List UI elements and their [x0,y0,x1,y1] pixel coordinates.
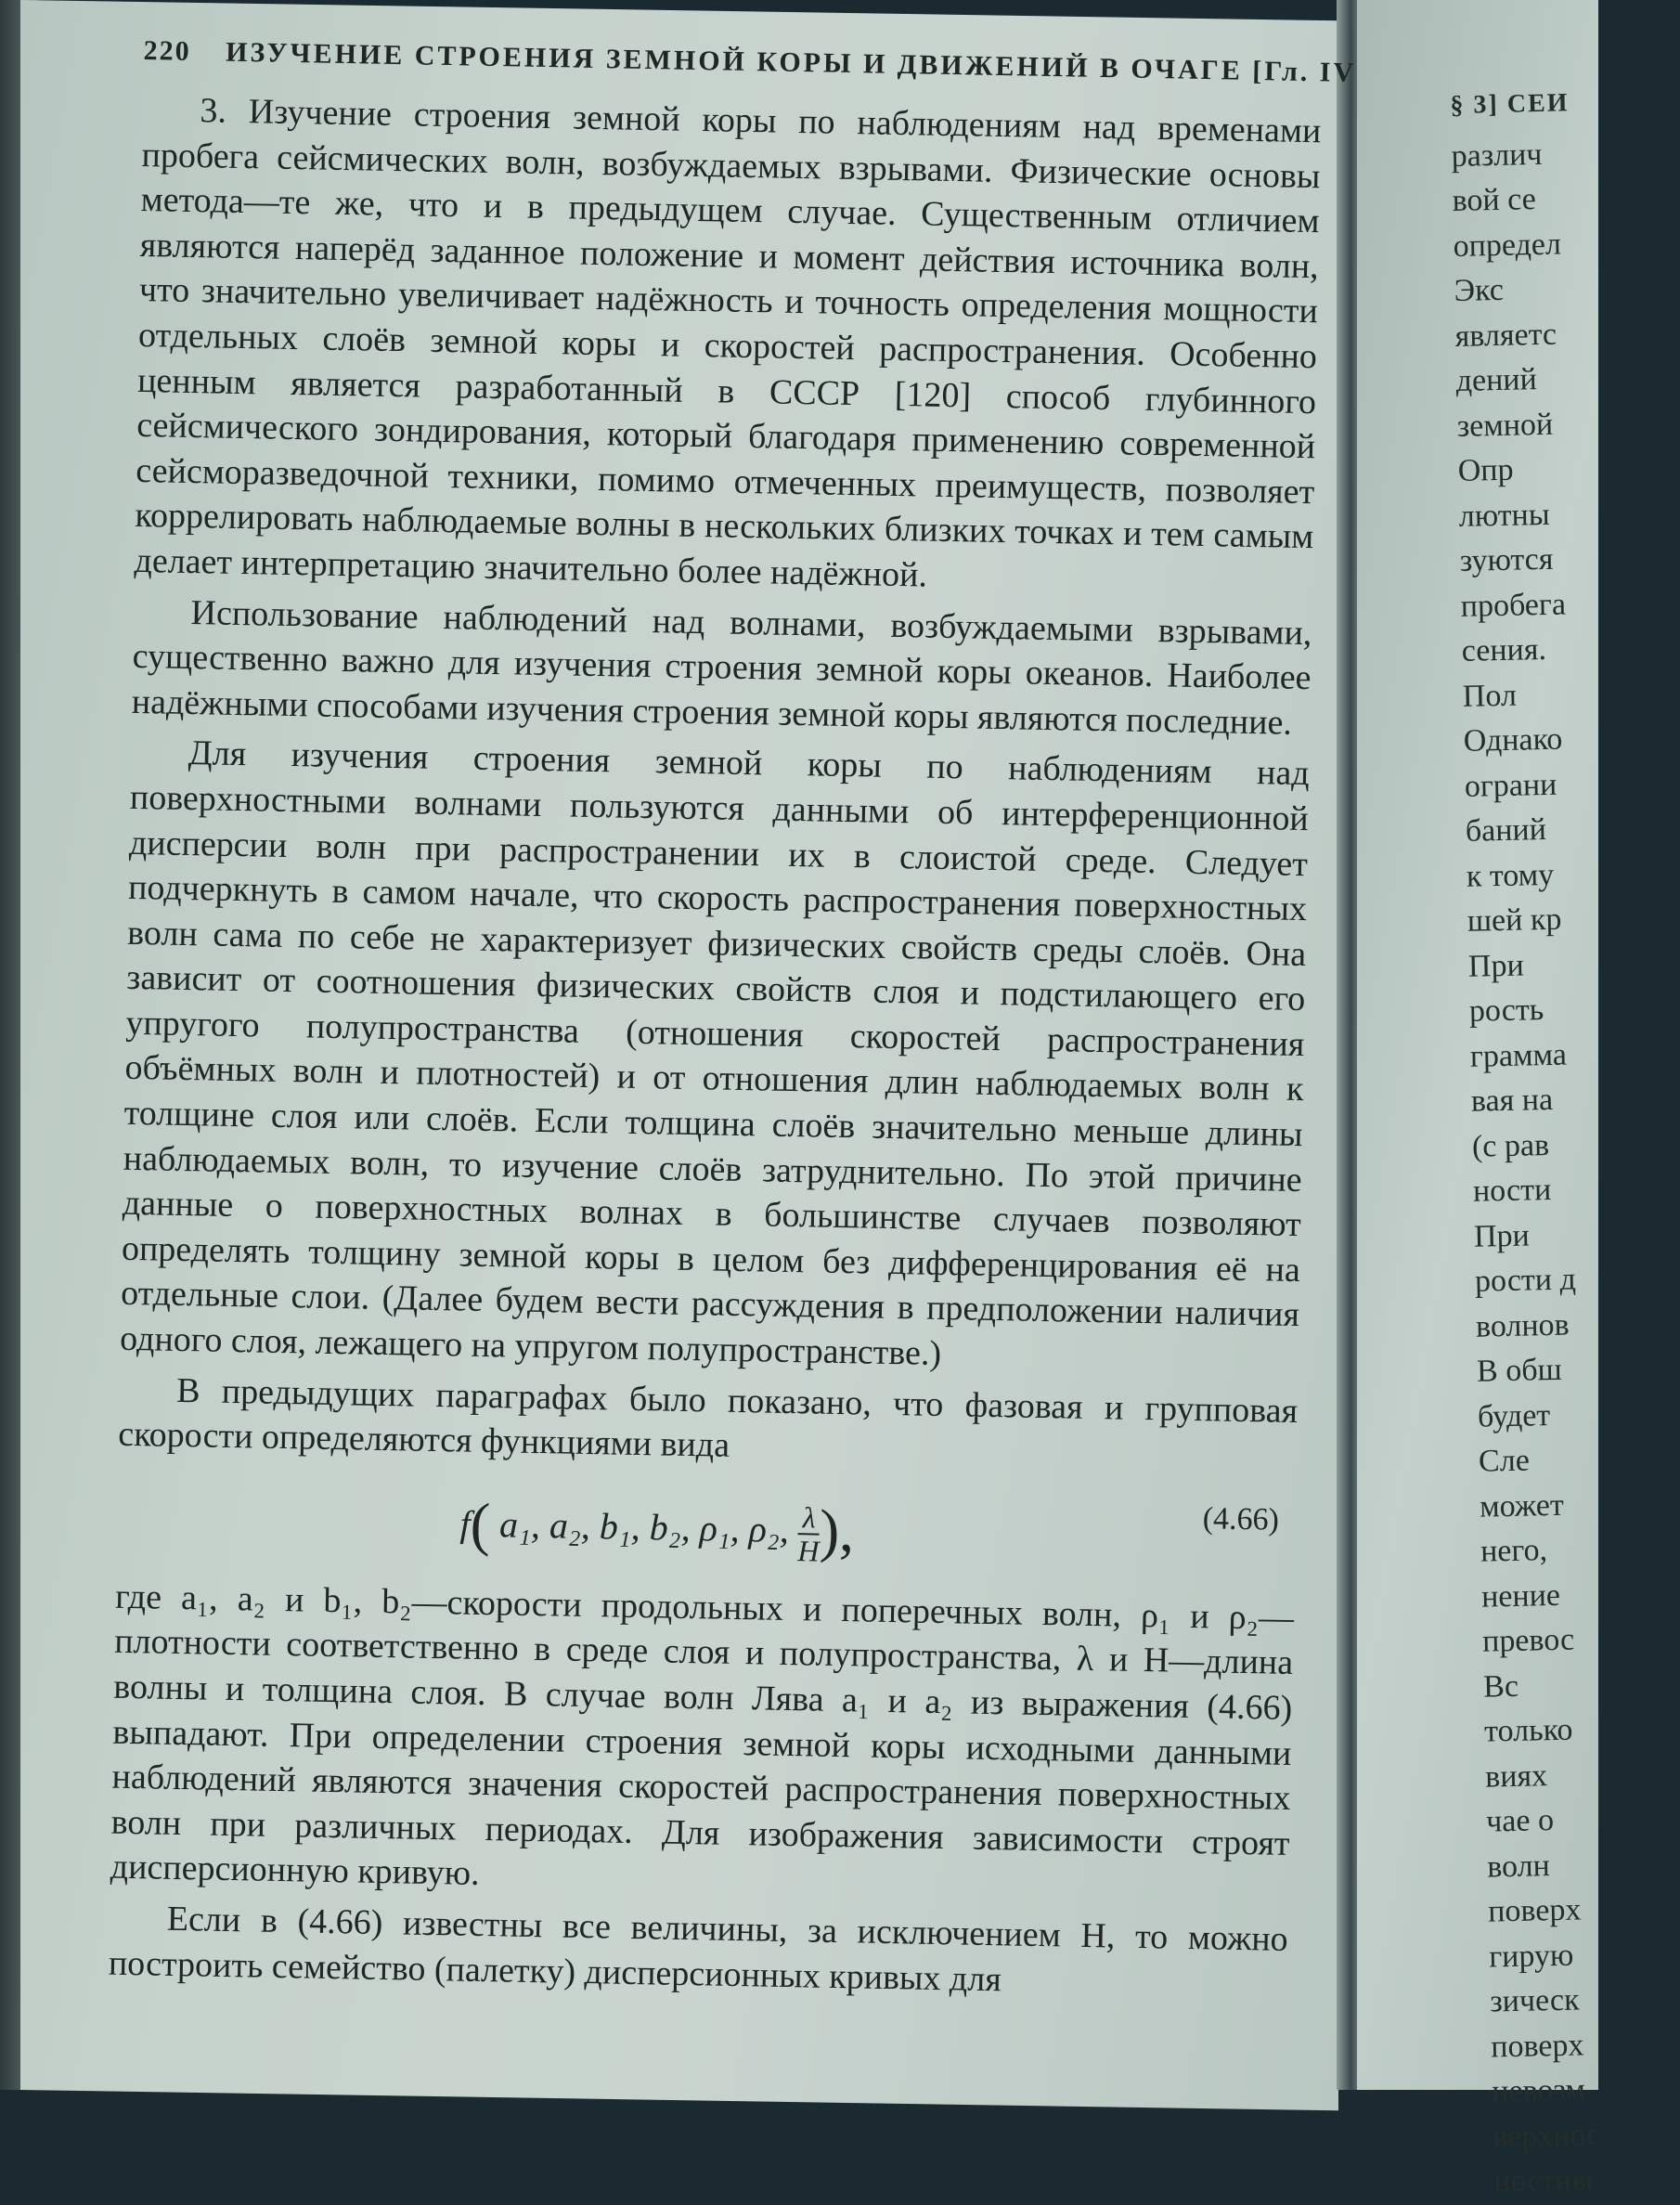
right-page-line: зическ [1489,1982,1580,2019]
right-page-line: различ [1451,136,1543,174]
right-page-line: превос [1481,1622,1575,1659]
formula-4-66 [116,1467,1297,1590]
formula-fraction [797,1501,820,1566]
right-page-line: нение [1480,1577,1561,1615]
right-page-line: только [1483,1712,1573,1749]
right-page-line: При [1467,948,1525,984]
right-page-line: Вс [1482,1668,1519,1705]
right-page-text [1450,80,1637,2199]
right-page-line: волн [1486,1848,1551,1885]
right-page-line: (с рав [1471,1127,1550,1164]
right-page-line: Однако [1463,721,1563,759]
page-number: 220 [143,35,191,67]
right-page-line: волнов [1475,1307,1570,1344]
formula-function: f [459,1502,472,1545]
right-page-line: будет [1477,1397,1551,1434]
right-page-line: земной [1456,407,1554,444]
right-page-line: дений [1455,362,1538,398]
right-page-line: поверх [1490,2027,1584,2065]
fraction-denominator: H [797,1533,820,1568]
right-page-line: ностны [1493,2162,1594,2199]
running-head: ИЗУЧЕНИЕ СТРОЕНИЯ ЗЕМНОЙ КОРЫ И ДВИЖЕНИЙ В ОЧАГЕ [Гл. IV [225,36,1357,88]
right-page-line: поверх [1487,1892,1582,1929]
formula-expression: f( a₁, a₂, b₁, b₂, ρ₁, ρ₂, $\frac{\lambda}{H}$ ), [459,1490,855,1568]
right-page-line: Сле [1478,1443,1531,1479]
right-page-line: баний [1465,812,1547,849]
right-page-line: верхнос [1492,2117,1601,2155]
equation-number: (4.66) [1202,1500,1280,1537]
formula-arguments: a₁, a₂, b₁, b₂, ρ₁, ρ₂, [498,1503,790,1550]
right-page-line: При [1473,1217,1531,1254]
paragraph-5: где a₁, a₂ и b₁, b₂—скорости продольных и поперечных волн, ρ₁ и ρ₂—плотности соответственно в среде слоя и полупространства, λ и H—длина волны и толщина слоя. В случае волн Лява a₁ и a₂ из выражения (4.66) выпадают. При определении строения земной коры исходными данными наблюдений являются значения скоростей распространения поверхностных волн при различных периодах. Для изображения зависимости строят дисперсионную кривую. [110,1576,1295,1894]
right-page-line: ности [1472,1172,1552,1209]
right-page-line: вой се [1452,182,1537,218]
right-page-line: В обш [1476,1352,1563,1389]
right-page-line: Опр [1457,452,1514,488]
right-page-line: рости д [1474,1262,1577,1299]
right-page-line: пробега [1460,587,1567,624]
right-page-line: шей кр [1467,901,1562,939]
left-page-text [108,35,1357,2007]
right-page-line: него, [1480,1533,1548,1569]
right-page-line: виях [1484,1758,1548,1795]
right-running-head: § 3] СЕИ [1450,88,1570,120]
right-page-line: определ [1453,227,1562,264]
right-page-line: может [1479,1487,1565,1524]
right-page-line: ограни [1464,767,1557,804]
fraction-numerator: λ [802,1499,816,1535]
right-page-line: являетс [1454,317,1557,354]
paragraph-4: В предыдущих параграфах было показано, что фазовая и групповая скорости определяются функциями вида [117,1370,1299,1466]
right-page-line: зуются [1459,541,1554,578]
right-page-line: вая на [1470,1082,1554,1119]
right-page-line: рость [1468,992,1544,1029]
right-page-line: грамма [1469,1037,1568,1074]
paragraph-3: Для изучения строения земной коры по наблюдениям над поверхностными волнами пользуются данными об интерференционной дисперсии волн при распространении их в слоистой среде. Следует подчеркнуть в самом начале, что скорость распространения поверхностных волн сама по себе не характеризует физических свойств среды слоёв. Она зависит от соотношения физических свойств слоя и подстилающего его упругого полупространства (отношения скоростей распространения объёмных волн и плотностей) и от отношения длин наблюдаемых волн к толщине слоя или слоёв. Если толщина слоёв значительно меньше длины наблюдаемых волн, то изучение слоёв затруднительно. По этой причине данные о поверхностных волнах в большинстве случаев позволяют определять толщину земной коры в целом без дифференцирования её на отдельные слои. (Далее будем вести рассуждения в предположении наличия одного слоя, лежащего на упругом полупространстве.) [119,733,1311,1374]
right-page-line: к тому [1466,857,1555,894]
right-page-line: Пол [1462,678,1518,714]
right-page-line: невозм [1491,2072,1586,2109]
right-page-lines [1451,130,1637,2199]
formula-tail: ), [819,1497,855,1564]
paragraph-6: Если в (4.66) известны все величины, за исключением H, то можно построить семейство (палетку) дисперсионных кривых для [108,1899,1289,1999]
paragraph-1: 3. Изучение строения земной коры по наблюдениям над временами пробега сейсмических волн, возбуждаемых взрывами. Физические основы метода—те же, что и в предыдущем случае. Существенным отличием являются наперёд заданное положение и момент действия источника волн, что значительно увеличивает надёжность и точность определения мощности отдельных слоёв земной коры и скоростей распространения. Особенно ценным является разработанный в СССР [120] способ глубинного сейсмического зондирования, который благодаря применению современной сейсморазведочной техники, помимо отмеченных преимуществ, позволяет коррелировать наблюдаемые волны в нескольких близких точках и тем самым делает интерпретацию значительно более надёжной. [134,91,1322,595]
right-page-line: чае о [1485,1803,1555,1839]
right-page-line: лютны [1458,497,1550,534]
paragraph-2: Использование наблюдений над волнами, возбуждаемыми взрывами, существенно важно для изучения строения земной коры океанов. Наиболее надёжными способами изучения строения земной коры являются последние. [131,592,1312,743]
right-page-line: Экс [1454,272,1505,308]
right-page-line: гирую [1488,1938,1574,1975]
right-page-line: сения. [1461,631,1547,668]
